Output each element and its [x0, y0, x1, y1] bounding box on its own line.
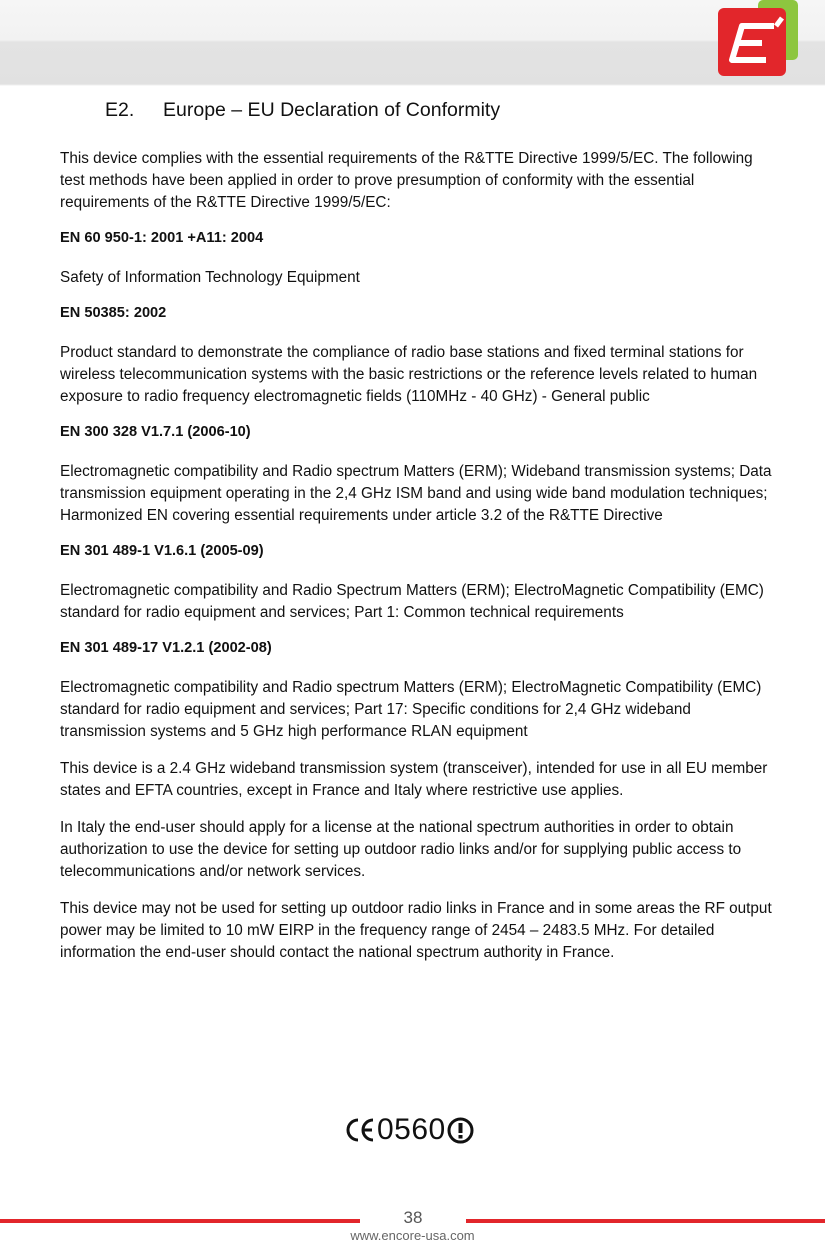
alert-circle-icon — [447, 1117, 474, 1144]
standard-description: Product standard to demonstrate the compliance of radio base stations and fixed terminal stations for wireless telecommunication systems with the basic restrictions or the reference levels related to human exposure to radio frequency electromagnetic fields (110MHz - 40 GHz) - General public — [60, 344, 758, 405]
standard-code: EN 301 489-17 V1.2.1 (2002-08) — [60, 640, 272, 656]
note-paragraph: In Italy the end-user should apply for a license at the national spectrum authorities in order to obtain authorization to use the device for setting up outdoor radio links and/or for supplying public access to telecommunications and/or network services. — [60, 819, 742, 880]
footer-line-left — [0, 1219, 360, 1223]
declaration-body — [60, 148, 772, 979]
standard-code: EN 300 328 V1.7.1 (2006-10) — [60, 424, 251, 440]
standard-description: Safety of Information Technology Equipment — [60, 269, 360, 286]
section-title: Europe – EU Declaration of Conformity — [163, 99, 501, 121]
standard-description: Electromagnetic compatibility and Radio spectrum Matters (ERM); ElectroMagnetic Compatibility (EMC) standard for radio equipment and services; Part 17: Specific conditions for 2,4 GHz wideband transmission systems and 5 GHz high performance RLAN equipment — [60, 679, 762, 740]
header-band — [0, 0, 825, 86]
intro-paragraph: This device complies with the essential requirements of the R&TTE Directive 1999/5/EC. The following test methods have been applied in order to prove presumption of conformity with the essential requirements of the R&TTE Directive 1999/5/EC: — [60, 150, 753, 211]
notified-body-number: 0560 — [377, 1113, 446, 1146]
standard-description: Electromagnetic compatibility and Radio Spectrum Matters (ERM); ElectroMagnetic Compatibility (EMC) standard for radio equipment and services; Part 1: Common technical requirements — [60, 582, 764, 621]
standard-code: EN 301 489-1 V1.6.1 (2005-09) — [60, 543, 264, 559]
note-paragraph: This device may not be used for setting up outdoor radio links in France and in some areas the RF output power may be limited to 10 mW EIRP in the frequency range of 2454 – 2483.5 MHz. For detailed information the end-user should contact the national spectrum authority in France. — [60, 900, 772, 961]
standard-code: EN 50385: 2002 — [60, 305, 167, 321]
standard-code: EN 60 950-1: 2001 +A11: 2004 — [60, 230, 264, 246]
certification-marks — [344, 1112, 474, 1148]
footer-line-right — [466, 1219, 825, 1223]
website-url: www.encore-usa.com — [350, 1228, 475, 1243]
section-heading — [105, 99, 500, 122]
section-number: E2. — [105, 99, 135, 121]
encore-logo-icon — [714, 0, 800, 78]
page-number: 38 — [403, 1208, 423, 1227]
ce-mark-icon — [344, 1116, 376, 1144]
standard-description: Electromagnetic compatibility and Radio spectrum Matters (ERM); Wideband transmission systems; Data transmission equipment operating in the 2,4 GHz ISM band and using wide band modulation techniques; Harmonized EN covering essential requirements under article 3.2 of the R&TTE Directive — [60, 463, 772, 524]
note-paragraph: This device is a 2.4 GHz wideband transmission system (transceiver), intended for use in all EU member states and EFTA countries, except in France and Italy where restrictive use applies. — [60, 760, 768, 799]
